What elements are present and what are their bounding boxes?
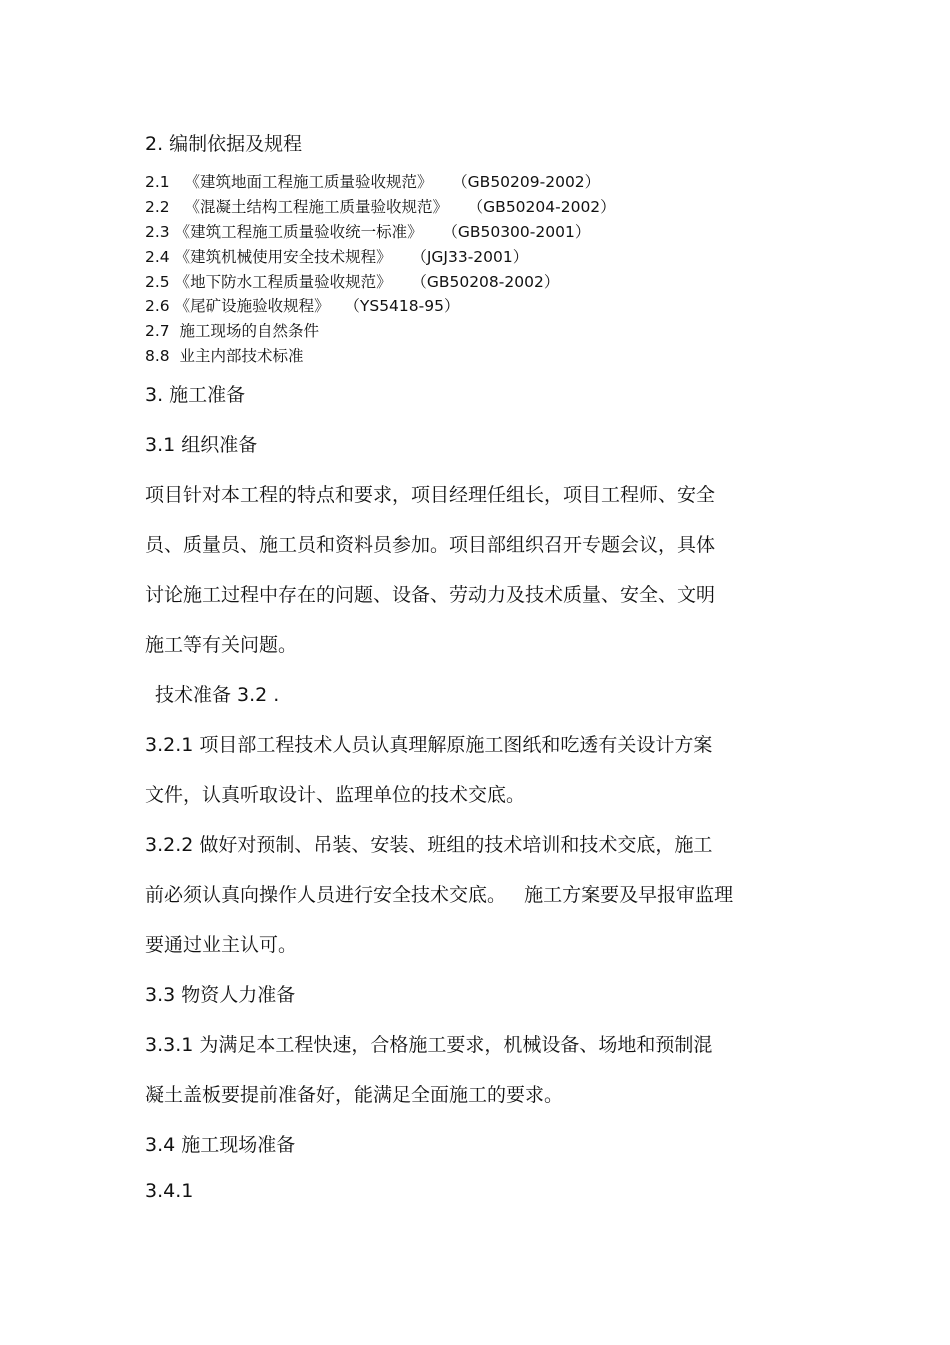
subsection-3-4-heading: 3.4 施工现场准备 <box>145 1134 296 1156</box>
reference-title: 《建筑地面工程施工质量验收规范》 <box>184 173 433 191</box>
paragraph-line: 凝土盖板要提前准备好，能满足全面施工的要求。 <box>145 1084 564 1106</box>
reference-title: 施工现场的自然条件 <box>179 322 320 340</box>
reference-title: 业主内部技术标准 <box>179 347 304 365</box>
reference-item <box>145 245 528 267</box>
reference-item <box>145 170 600 192</box>
reference-item <box>145 195 616 217</box>
subsection-3-2-heading: 技术准备 3.2 . <box>155 684 280 706</box>
reference-item <box>145 344 304 366</box>
reference-title: 《尾矿设施验收规程》 <box>174 297 330 315</box>
reference-item <box>145 319 319 341</box>
paragraph-line: 3.3.1 为满足本工程快速，合格施工要求，机械设备、场地和预制混 <box>145 1034 713 1056</box>
reference-number: 2.5 <box>145 273 170 291</box>
reference-number: 2.6 <box>145 297 170 315</box>
paragraph-line: 员、质量员、施工员和资料员参加。项目部组织召开专题会议，具体 <box>145 534 716 556</box>
reference-code: （JGJ33-2001） <box>411 248 529 266</box>
reference-title: 《地下防水工程质量验收规范》 <box>174 273 392 291</box>
paragraph-line: 讨论施工过程中存在的问题、设备、劳动力及技术质量、安全、文明 <box>145 584 716 606</box>
reference-number: 2.1 <box>145 173 170 191</box>
reference-title: 《建筑机械使用安全技术规程》 <box>174 248 392 266</box>
reference-number: 2.4 <box>145 248 170 266</box>
reference-code: （GB50209-2002） <box>452 173 601 191</box>
paragraph-line: 文件，认真听取设计、监理单位的技术交底。 <box>145 784 526 806</box>
subsection-3-3-heading: 3.3 物资人力准备 <box>145 984 296 1006</box>
reference-code: （GB50300-2001） <box>442 223 591 241</box>
section-2-heading: 2. 编制依据及规程 <box>145 133 303 155</box>
paragraph-line: 前必须认真向操作人员进行安全技术交底。 施工方案要及早报审监理 <box>145 884 734 906</box>
reference-number: 2.3 <box>145 223 170 241</box>
reference-item <box>145 270 559 292</box>
reference-number: 2.7 <box>145 322 170 340</box>
reference-number: 8.8 <box>145 347 170 365</box>
paragraph-line: 3.2.2 做好对预制、吊装、安装、班组的技术培训和技术交底，施工 <box>145 834 713 856</box>
reference-item <box>145 294 459 316</box>
reference-code: （GB50204-2002） <box>467 198 616 216</box>
reference-code: （GB50208-2002） <box>411 273 560 291</box>
section-3-heading: 3. 施工准备 <box>145 384 246 406</box>
reference-title: 《混凝土结构工程施工质量验收规范》 <box>184 198 448 216</box>
paragraph-line: 要通过业主认可。 <box>145 934 298 956</box>
subsection-3-1-heading: 3.1 组织准备 <box>145 434 258 456</box>
reference-code: （YS5418-95） <box>344 297 460 315</box>
reference-number: 2.2 <box>145 198 170 216</box>
reference-title: 《建筑工程施工质量验收统一标准》 <box>174 223 423 241</box>
subsection-3-4-1-heading: 3.4.1 <box>145 1180 194 1202</box>
reference-item <box>145 220 590 242</box>
paragraph-line: 项目针对本工程的特点和要求，项目经理任组长，项目工程师、安全 <box>145 484 716 506</box>
paragraph-line: 3.2.1 项目部工程技术人员认真理解原施工图纸和吃透有关设计方案 <box>145 734 713 756</box>
paragraph-line: 施工等有关问题。 <box>145 634 298 656</box>
